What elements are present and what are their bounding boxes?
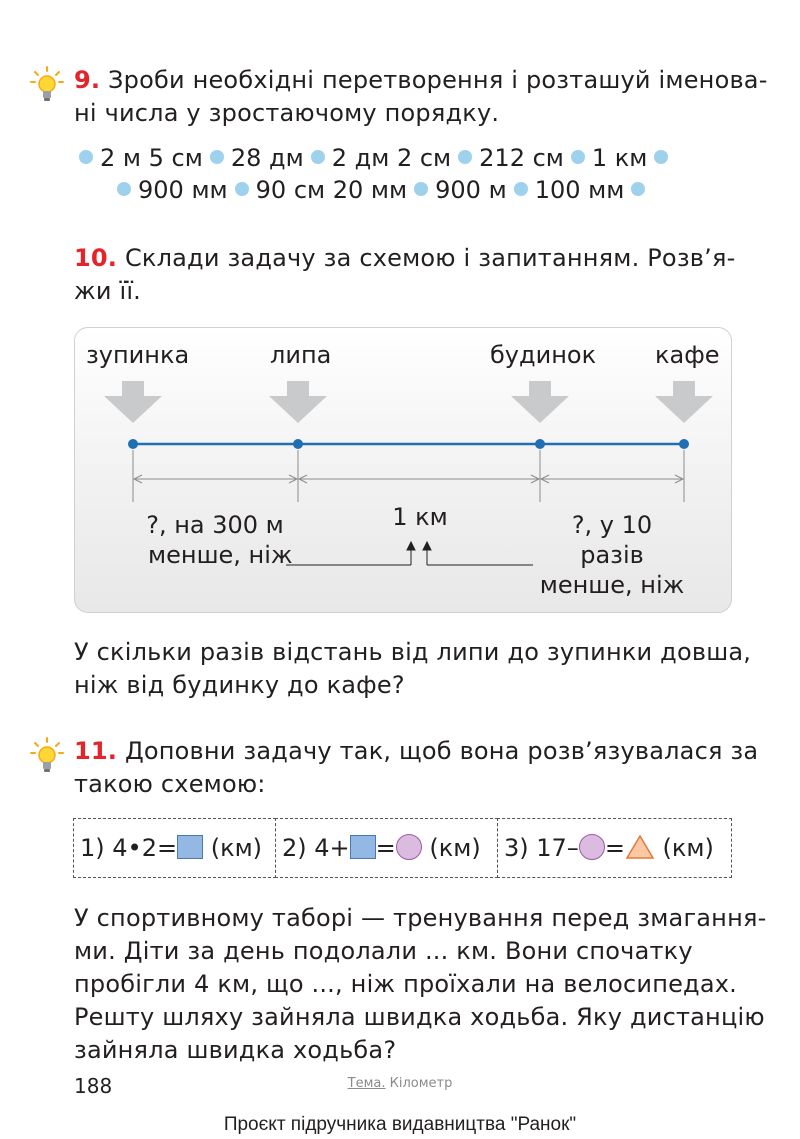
task9-number: 9. <box>74 66 101 94</box>
task10-line1: Склади задачу за схемою і запитанням. Розв’я- <box>117 244 736 272</box>
task9-line1: Зроби необхідні перетворення і розташуй іменова- <box>100 66 768 94</box>
list-item: 100 мм <box>534 176 625 204</box>
triangle-shape-icon <box>625 834 655 860</box>
task10-line2: жи її. <box>74 277 142 305</box>
segment1-label-line2: менше, ніж <box>148 541 293 569</box>
circle-shape-icon <box>579 834 605 860</box>
segment3-label-line2: разів <box>580 541 644 569</box>
list-item: 212 см <box>479 144 564 172</box>
story-line: У спортивному таборі — тренування перед змагання- <box>74 904 767 932</box>
down-arrow-icon <box>655 381 713 423</box>
list-item: 900 м <box>435 176 507 204</box>
task10-question-line1: У скільки разів відстань від липи до зупинки довша, <box>74 638 752 666</box>
label-house: будинок <box>490 341 597 369</box>
label-stop: зупинка <box>86 341 190 369</box>
formula2-text: 2) 4+ <box>282 834 350 862</box>
formula1-text: 1) 4•2= <box>80 834 178 862</box>
task10-question-line2: ніж від будинку до кафе? <box>74 671 405 699</box>
down-arrow-icon <box>269 381 327 423</box>
route-point <box>679 439 689 449</box>
down-arrow-icon <box>511 381 569 423</box>
label-cafe: кафе <box>655 341 720 369</box>
segment3-label-line1: ?, у 10 <box>571 511 653 539</box>
task11-number: 11. <box>74 737 118 765</box>
segment3-label-line3: менше, ніж <box>539 571 685 599</box>
segment1-label-line1: ?, на 300 м <box>146 511 284 539</box>
story-line: ми. Діти за день подолали ... км. Вони спочатку <box>74 937 693 965</box>
list-item: 2 дм 2 см <box>331 144 452 172</box>
formula-step2 <box>275 818 498 878</box>
list-item: 28 дм <box>230 144 304 172</box>
segment1-label <box>120 510 310 540</box>
task11-text <box>74 735 758 801</box>
page-number: 188 <box>74 1074 113 1098</box>
formula2-equals: = <box>375 834 396 862</box>
circle-shape-icon <box>396 834 422 860</box>
route-point <box>535 439 545 449</box>
task11-line2: такою схемою: <box>74 770 266 798</box>
label-linden: липа <box>270 341 332 369</box>
square-shape-icon <box>177 835 203 859</box>
formula3-equals: = <box>604 834 625 862</box>
segment3-label <box>530 510 694 600</box>
segment2-label: 1 км <box>392 503 448 531</box>
list-item: 1 км <box>591 144 648 172</box>
list-item: 2 м 5 см <box>100 144 203 172</box>
formula3-text: 3) 17– <box>504 834 579 862</box>
list-item: 90 см 20 мм <box>255 176 408 204</box>
publisher-note: Проєкт підручника видавництва "Ранок" <box>223 1114 577 1135</box>
story-line: пробігли 4 км, що ..., ніж проїхали на велосипедах. <box>74 970 737 998</box>
lightbulb-icon <box>30 737 64 777</box>
route-point <box>293 439 303 449</box>
task11-line1: Доповни задачу так, щоб вона розв’язувалася за <box>117 737 759 765</box>
square-shape-icon <box>350 835 376 859</box>
task11-story <box>74 902 766 1067</box>
page-topic <box>0 1076 800 1091</box>
list-item: 900 мм <box>138 176 228 204</box>
story-line: зайняла швидка ходьба? <box>74 1036 397 1064</box>
story-line: Решту шляху зайняла швидка ходьба. Яку дистанцію <box>74 1003 765 1031</box>
topic-label: Тема. <box>347 1076 386 1091</box>
formula-step1 <box>73 818 276 878</box>
formula-step3 <box>497 818 732 878</box>
topic-name: Кілометр <box>385 1076 453 1091</box>
task10-question <box>74 636 751 702</box>
task9-line2: ні числа у зростаючому порядку. <box>74 99 500 127</box>
formula1-unit: (км) <box>203 834 263 862</box>
task10-number: 10. <box>74 244 118 272</box>
formula2-unit: (км) <box>421 834 481 862</box>
route-point <box>128 439 138 449</box>
formula3-unit: (км) <box>654 834 714 862</box>
down-arrow-icon <box>104 381 162 423</box>
